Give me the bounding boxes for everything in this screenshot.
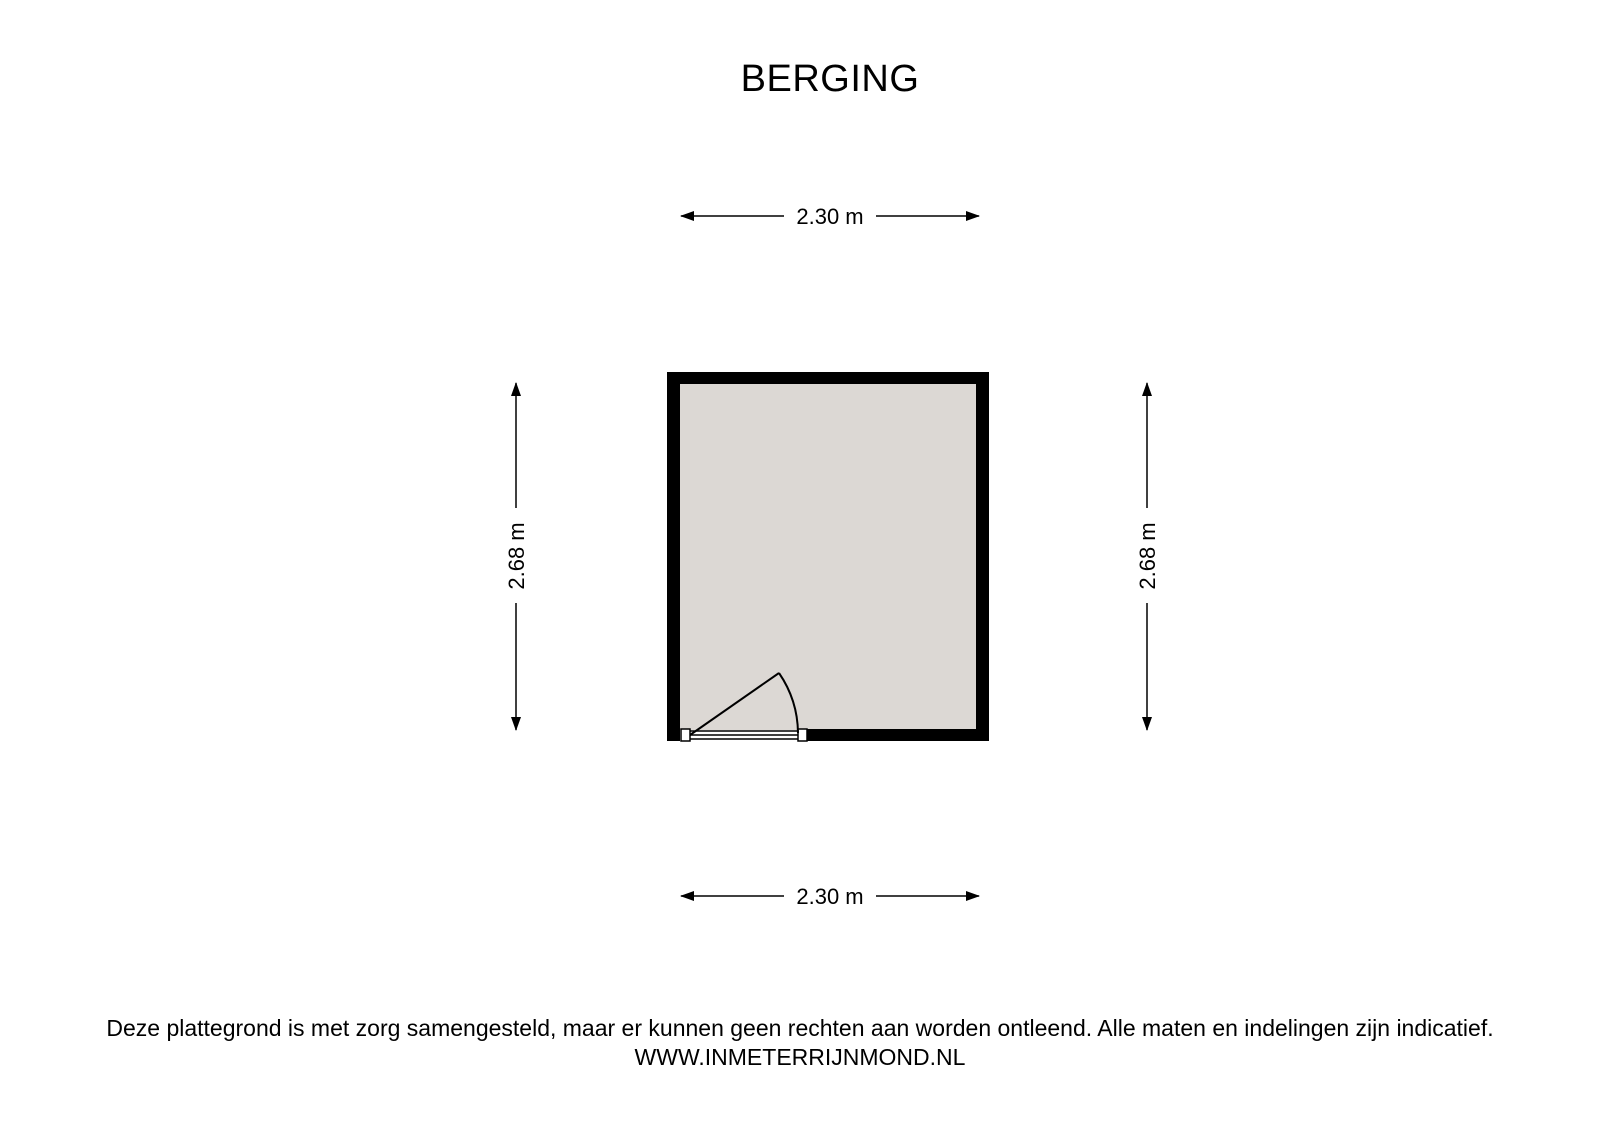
wall-bottom-right <box>807 729 989 741</box>
wall-right <box>976 372 989 740</box>
door-jamb-right <box>798 729 807 741</box>
dimension-label-bottom: 2.30 m <box>796 884 864 909</box>
dimension-top <box>681 204 979 229</box>
dimension-right <box>1135 383 1160 730</box>
footer <box>0 1014 1600 1072</box>
floor-plan-title: BERGING <box>740 58 920 100</box>
dimension-left <box>504 383 529 730</box>
room-floor <box>673 380 981 730</box>
wall-bottom-left-stub <box>667 729 680 741</box>
wall-left <box>667 372 680 740</box>
website-url: WWW.INMETERRIJNMOND.NL <box>634 1044 966 1070</box>
door-jamb-left <box>681 729 690 741</box>
dimension-label-right: 2.68 m <box>1135 522 1160 590</box>
disclaimer-text: Deze plattegrond is met zorg samengesteld, maar er kunnen geen rechten aan worden ontleend. Alle maten en indelingen zijn indicatief. <box>106 1015 1494 1041</box>
dimension-bottom <box>681 884 979 909</box>
wall-top <box>667 372 989 384</box>
room-berging <box>667 372 989 741</box>
dimension-label-left: 2.68 m <box>504 522 529 590</box>
dimension-label-top: 2.30 m <box>796 204 864 229</box>
